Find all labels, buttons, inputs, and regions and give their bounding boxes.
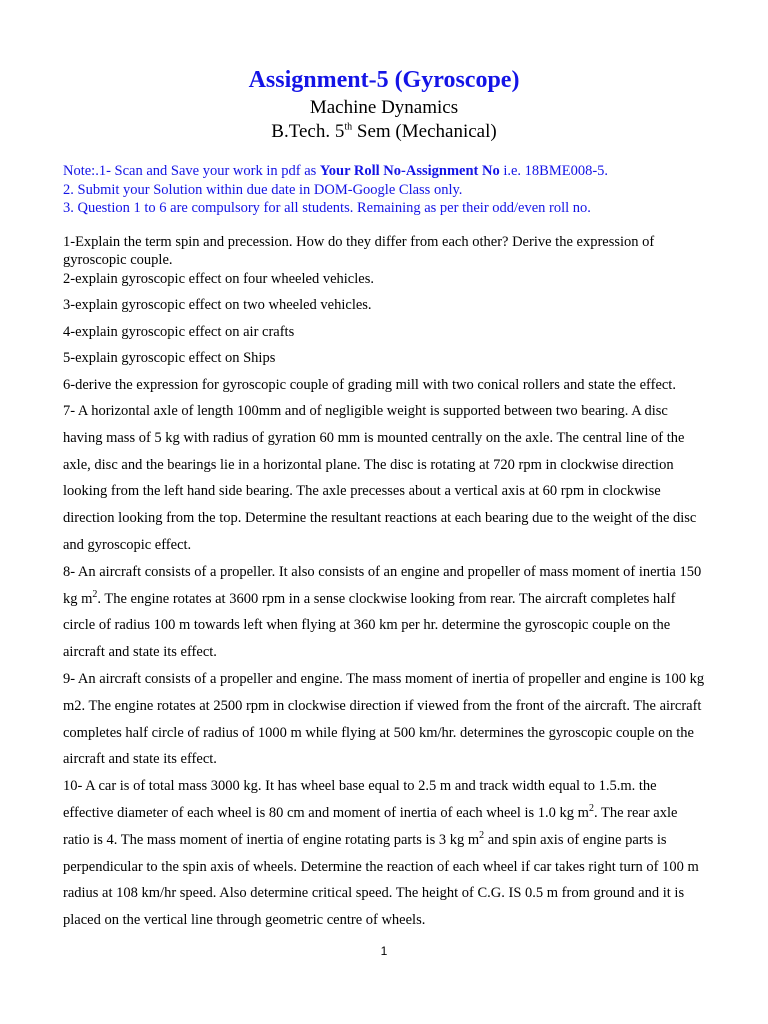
question-8-part-1: 8- An aircraft consists of a propeller. It also consists of an engine and propeller of mass moment of inertia 150 kg m <box>63 563 702 607</box>
question-3: 3-explain gyroscopic effect on two wheeled vehicles. <box>63 297 372 313</box>
question-8-superscript: 2 <box>92 588 98 600</box>
question-5: 5-explain gyroscopic effect on Ships <box>63 350 276 366</box>
question-6: 6-derive the expression for gyroscopic couple of grading mill with two conical rollers and state the effect. <box>63 376 676 393</box>
course-line <box>63 120 705 144</box>
document-header <box>63 64 705 144</box>
question-10 <box>63 773 705 934</box>
course-prefix: B.Tech. 5 <box>271 121 345 142</box>
course-suffix: Sem (Mechanical) <box>352 121 497 142</box>
question-10-part-3: and spin axis of engine parts is perpendicular to the spin axis of wheels. Determine the reaction of each wheel if car takes right turn of 100 m radius at 108 km/hr speed. Also determine critical speed. The height of C.G. IS 0.5 m from ground and it is placed on the vertical line through geometric centre of wheels. <box>63 831 699 929</box>
instructions-note <box>63 162 705 218</box>
question-10-superscript-1: 2 <box>588 803 594 815</box>
question-10-part-1: 10- A car is of total mass 3000 kg. It has wheel base equal to 2.5 m and track width equal to 1.5.m. the effective diameter of each wheel is 80 cm and moment of inertia of each wheel is 1.0 kg m <box>63 778 657 821</box>
assignment-title: Assignment-5 (Gyroscope) <box>248 67 520 93</box>
question-list <box>63 233 705 934</box>
note-line-2: 2. Submit your Solution within due date in DOM-Google Class only. <box>63 181 463 198</box>
course-superscript: th <box>344 121 353 133</box>
question-1: 1-Explain the term spin and precession. How do they differ from each other? Derive the expression of gyroscopic couple. <box>63 233 655 268</box>
note-line-1-prefix: Note:.1- Scan and Save your work in pdf as <box>63 163 320 179</box>
note-line-1-bold: Your Roll No-Assignment No <box>319 163 500 179</box>
question-10-part-2: . The rear axle ratio is 4. The mass moment of inertia of engine rotating parts is 3 kg m <box>63 804 678 848</box>
question-10-superscript-2: 2 <box>479 829 485 841</box>
note-line-3: 3. Question 1 to 6 are compulsory for all students. Remaining as per their odd/even roll no. <box>63 200 591 216</box>
question-8 <box>63 559 705 666</box>
question-8-part-2: . The engine rotates at 3600 rpm in a sense clockwise looking from rear. The aircraft completes half circle of radius 100 m towards left when flying at 360 km per hr. determine the gyroscopic couple on the aircraft and state its effect. <box>63 590 676 661</box>
question-2: 2-explain gyroscopic effect on four wheeled vehicles. <box>63 270 374 287</box>
question-4: 4-explain gyroscopic effect on air crafts <box>63 323 295 340</box>
note-line-1-suffix: i.e. 18BME008-5. <box>499 163 609 179</box>
page-number: 1 <box>380 944 388 958</box>
document-page <box>63 64 705 934</box>
note-line-1 <box>63 162 705 181</box>
question-9: 9- An aircraft consists of a propeller and engine. The mass moment of inertia of propeller and engine is 100 kg m2. The engine rotates at 2500 rpm in clockwise direction if viewed from the front of the aircraft. The aircraft completes half circle of radius of 1000 m while flying at 500 km/hr. determines the gyroscopic couple on the aircraft and state its effect. <box>63 670 705 768</box>
question-7: 7- A horizontal axle of length 100mm and of negligible weight is supported between two bearing. A disc having mass of 5 kg with radius of gyration 60 mm is mounted centrally on the axle. The central line of the axle, disc and the bearings lie in a horizontal plane. The disc is rotating at 720 rpm in clockwise direction looking from the left hand side bearing. The axle precesses about a vertical axis at 60 rpm in clockwise direction looking from the top. Determine the resultant reactions at each bearing due to the weight of the disc and gyroscopic effect. <box>63 403 697 553</box>
subject-name: Machine Dynamics <box>309 97 459 118</box>
